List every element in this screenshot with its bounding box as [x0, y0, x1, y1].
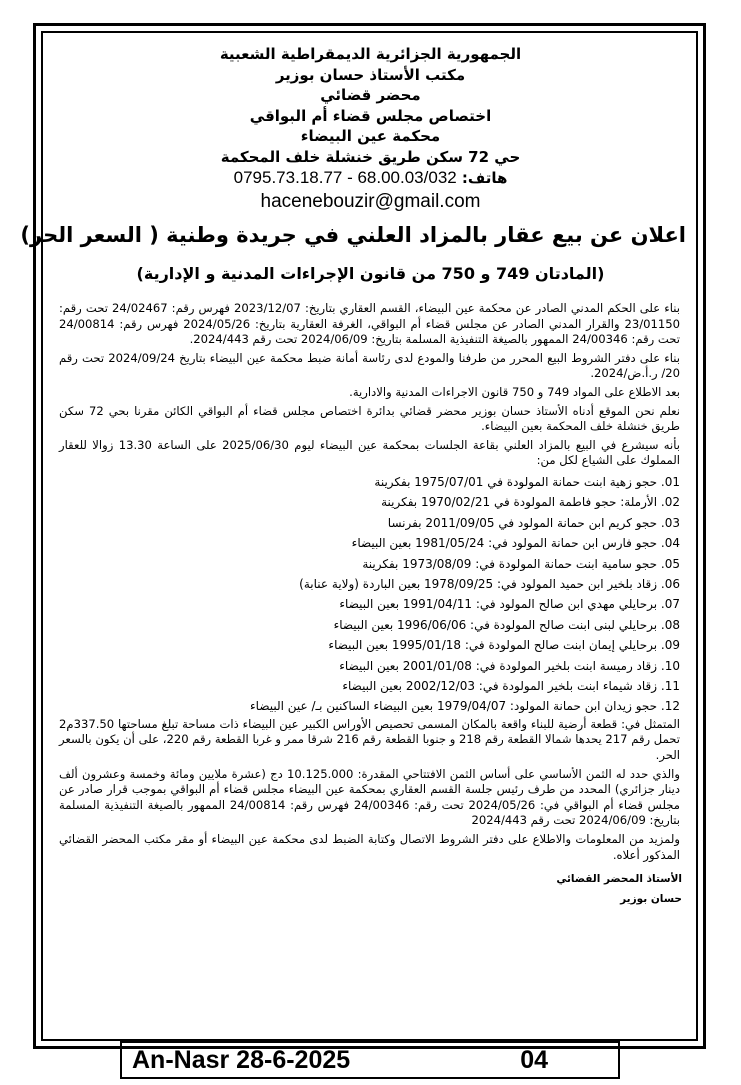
header-court: محكمة عين البيضاء: [300, 127, 441, 145]
page-number: 04: [520, 1046, 548, 1074]
owner-item: 08. برحايلي لبنى ابنت صالح المولودة في: 1996/06/06 بعين البيضاء: [333, 617, 680, 632]
owner-item: 02. الأرملة: حجو فاطمة المولودة في 1970/02/21 بفكرينة: [381, 495, 680, 510]
owner-item: 12. حجو زيدان ابن حمانة المولود: 1979/04/07 بعين البيضاء الساكنين بـ/ عين البيضاء: [250, 699, 680, 714]
header-phone-line: [55, 167, 686, 189]
paragraph-auction-date: بأنه سيشرع في البيع بالمزاد العلني بقاعة الجلسات بمحكمة عين البيضاء ليوم 2025/06/30 على الساعة 13.30 زوالا للعقار المملوك على الشياع لكل من:: [59, 437, 680, 468]
email: hacenebouzir@gmail.com: [260, 191, 481, 212]
signature-name: حسان بوزير: [620, 893, 682, 906]
paragraph-price: والذي حدد له الثمن الأساسي على أساس الثمن الافتتاحي المقدرة: 10.125.000 دج (عشرة ملايين ومائة وخمسة وعشرون ألف دينار جزائري) المحدد من طرف رئيس جلسة القسم العقاري بمحكمة عين البيضاء مجلس قضاء أم البواقي بموجب قرار صادر عن مجلس قضاء أم البواقي في: 2024/05/26 تحت رقم: 24/00346 فهرس رقم: 24/00814 الممهور بالصيغة التنفيذية المسلمة بتاريخ: 2024/06/09 تحت رقم 2024/443: [59, 766, 680, 828]
owner-item: 11. زقاد شيماء ابنت بلخير المولودة في: 2002/12/03 بعين البيضاء: [342, 679, 680, 693]
owners-list: [59, 472, 680, 717]
paragraph-judgment: بناء على الحكم المدني الصادر عن محكمة عين البيضاء، القسم العقاري بتاريخ: 2023/12/07 فهرس رقم: 24/02467 تحت رقم: 23/01150 والقرار المدني الصادر عن مجلس قضاء أم البواقي، الغرفة العقارية بتاريخ: 2024/05/26 فهرس رقم: 24/00814 تحت رقم: 24/00346 الممهور بالصيغة التنفيذية المسلمة بتاريخ: 2024/06/09 تحت رقم 2024/443.: [59, 301, 680, 347]
header-office: مكتب الأستاذ حسان بوزير: [275, 65, 466, 84]
signature-title: الأستاذ المحضر القضائي: [556, 873, 682, 886]
owner-item: 10. زقاد رميسة ابنت بلخير المولودة في: 2001/01/08 بعين البيضاء: [339, 658, 680, 673]
newspaper-footer: [120, 1041, 620, 1079]
paragraph-articles: بعد الاطلاع على المواد 749 و 750 قانون الاجراءات المدنية والادارية.: [349, 384, 680, 399]
phone-number: 0795.73.18.77 - 68.00.03/032: [233, 168, 457, 187]
letterhead: [55, 44, 686, 215]
phone-label: هاتف:: [461, 169, 508, 187]
paragraph-contact: ولمزيد من المعلومات والاطلاع على دفتر الشروط الاتصال وكتابة الضبط لدى محكمة عين البيضاء أو مقر مكتب المحضر القضائي المذكور أعلاه.: [59, 831, 680, 862]
header-republic: الجمهورية الجزائرية الديمقراطية الشعبية: [219, 45, 522, 63]
owner-item: 05. حجو سامية ابنت حمانة المولودة في: 1973/08/09 بفكرينة: [362, 556, 680, 571]
signature-block: [55, 869, 686, 909]
owner-item: 01. حجو زهية ابنت حمانة المولودة في 1975/07/01 بفكرينة: [374, 474, 680, 489]
paragraph-property: المتمثل في: قطعة أرضية للبناء واقعة بالمكان المسمى تحصيص الأوراس الكبير عين البيضاء ذات مساحة تبلغ مساحتها 337.50م2 تحمل رقم 217 يحدها شمالا القطعة رقم 218 و جنوبا القطعة رقم 216 شرقا ممر و غربا القطعة رقم 220، على أن يكون بالسعر الحر.: [59, 716, 681, 762]
publication-date: An-Nasr 28-6-2025: [132, 1045, 351, 1074]
announcement-subtitle: (المادتان 749 و 750 من قانون الإجراءات المدنية و الإدارية): [136, 264, 605, 283]
paragraph-bailiff: نعلم نحن الموقع أدناه الأستاذ حسان بوزير محضر قضائي بدائرة اختصاص مجلس قضاء أم البواقي الكائن مقرنا بحي 72 سكن طريق خنشلة خلف المحكمة بعين البيضاء.: [59, 403, 680, 434]
owner-item: 07. برحايلي مهدي ابن صالح المولود في: 1991/04/11 بعين البيضاء: [339, 597, 680, 612]
owner-item: 06. زقاد بلخير ابن حميد المولود في: 1978/09/25 بعين الباردة (ولاية عنابة): [299, 576, 680, 591]
paragraph-conditions: بناء على دفتر الشروط البيع المحرر من طرفنا والمودع لدى رئاسة أمانة ضبط محكمة عين البيضاء بتاريخ 2024/09/24 تحت رقم 20/ ر.أ.ض/2024.: [59, 350, 680, 381]
owner-item: 04. حجو فارس ابن حمانة المولود في: 1981/05/24 بعين البيضاء: [351, 536, 680, 551]
announcement: [20, 44, 686, 909]
announcement-body: [55, 301, 686, 863]
header-address: حي 72 سكن طريق خنشلة خلف المحكمة: [220, 147, 521, 166]
announcement-title: اعلان عن بيع عقار بالمزاد العلني في جريدة وطنية ( السعر الحر): [20, 223, 686, 247]
owner-item: 09. برحايلي إيمان ابنت صالح المولودة في: 1995/01/18 بعين البيضاء: [328, 638, 680, 653]
header-jurisdiction: اختصاص مجلس قضاء أم البواقي: [249, 106, 492, 125]
header-profession: محضر قضائي: [320, 86, 421, 104]
owner-item: 03. حجو كريم ابن حمانة المولود في 2011/09/05 بفرنسا: [387, 515, 680, 530]
